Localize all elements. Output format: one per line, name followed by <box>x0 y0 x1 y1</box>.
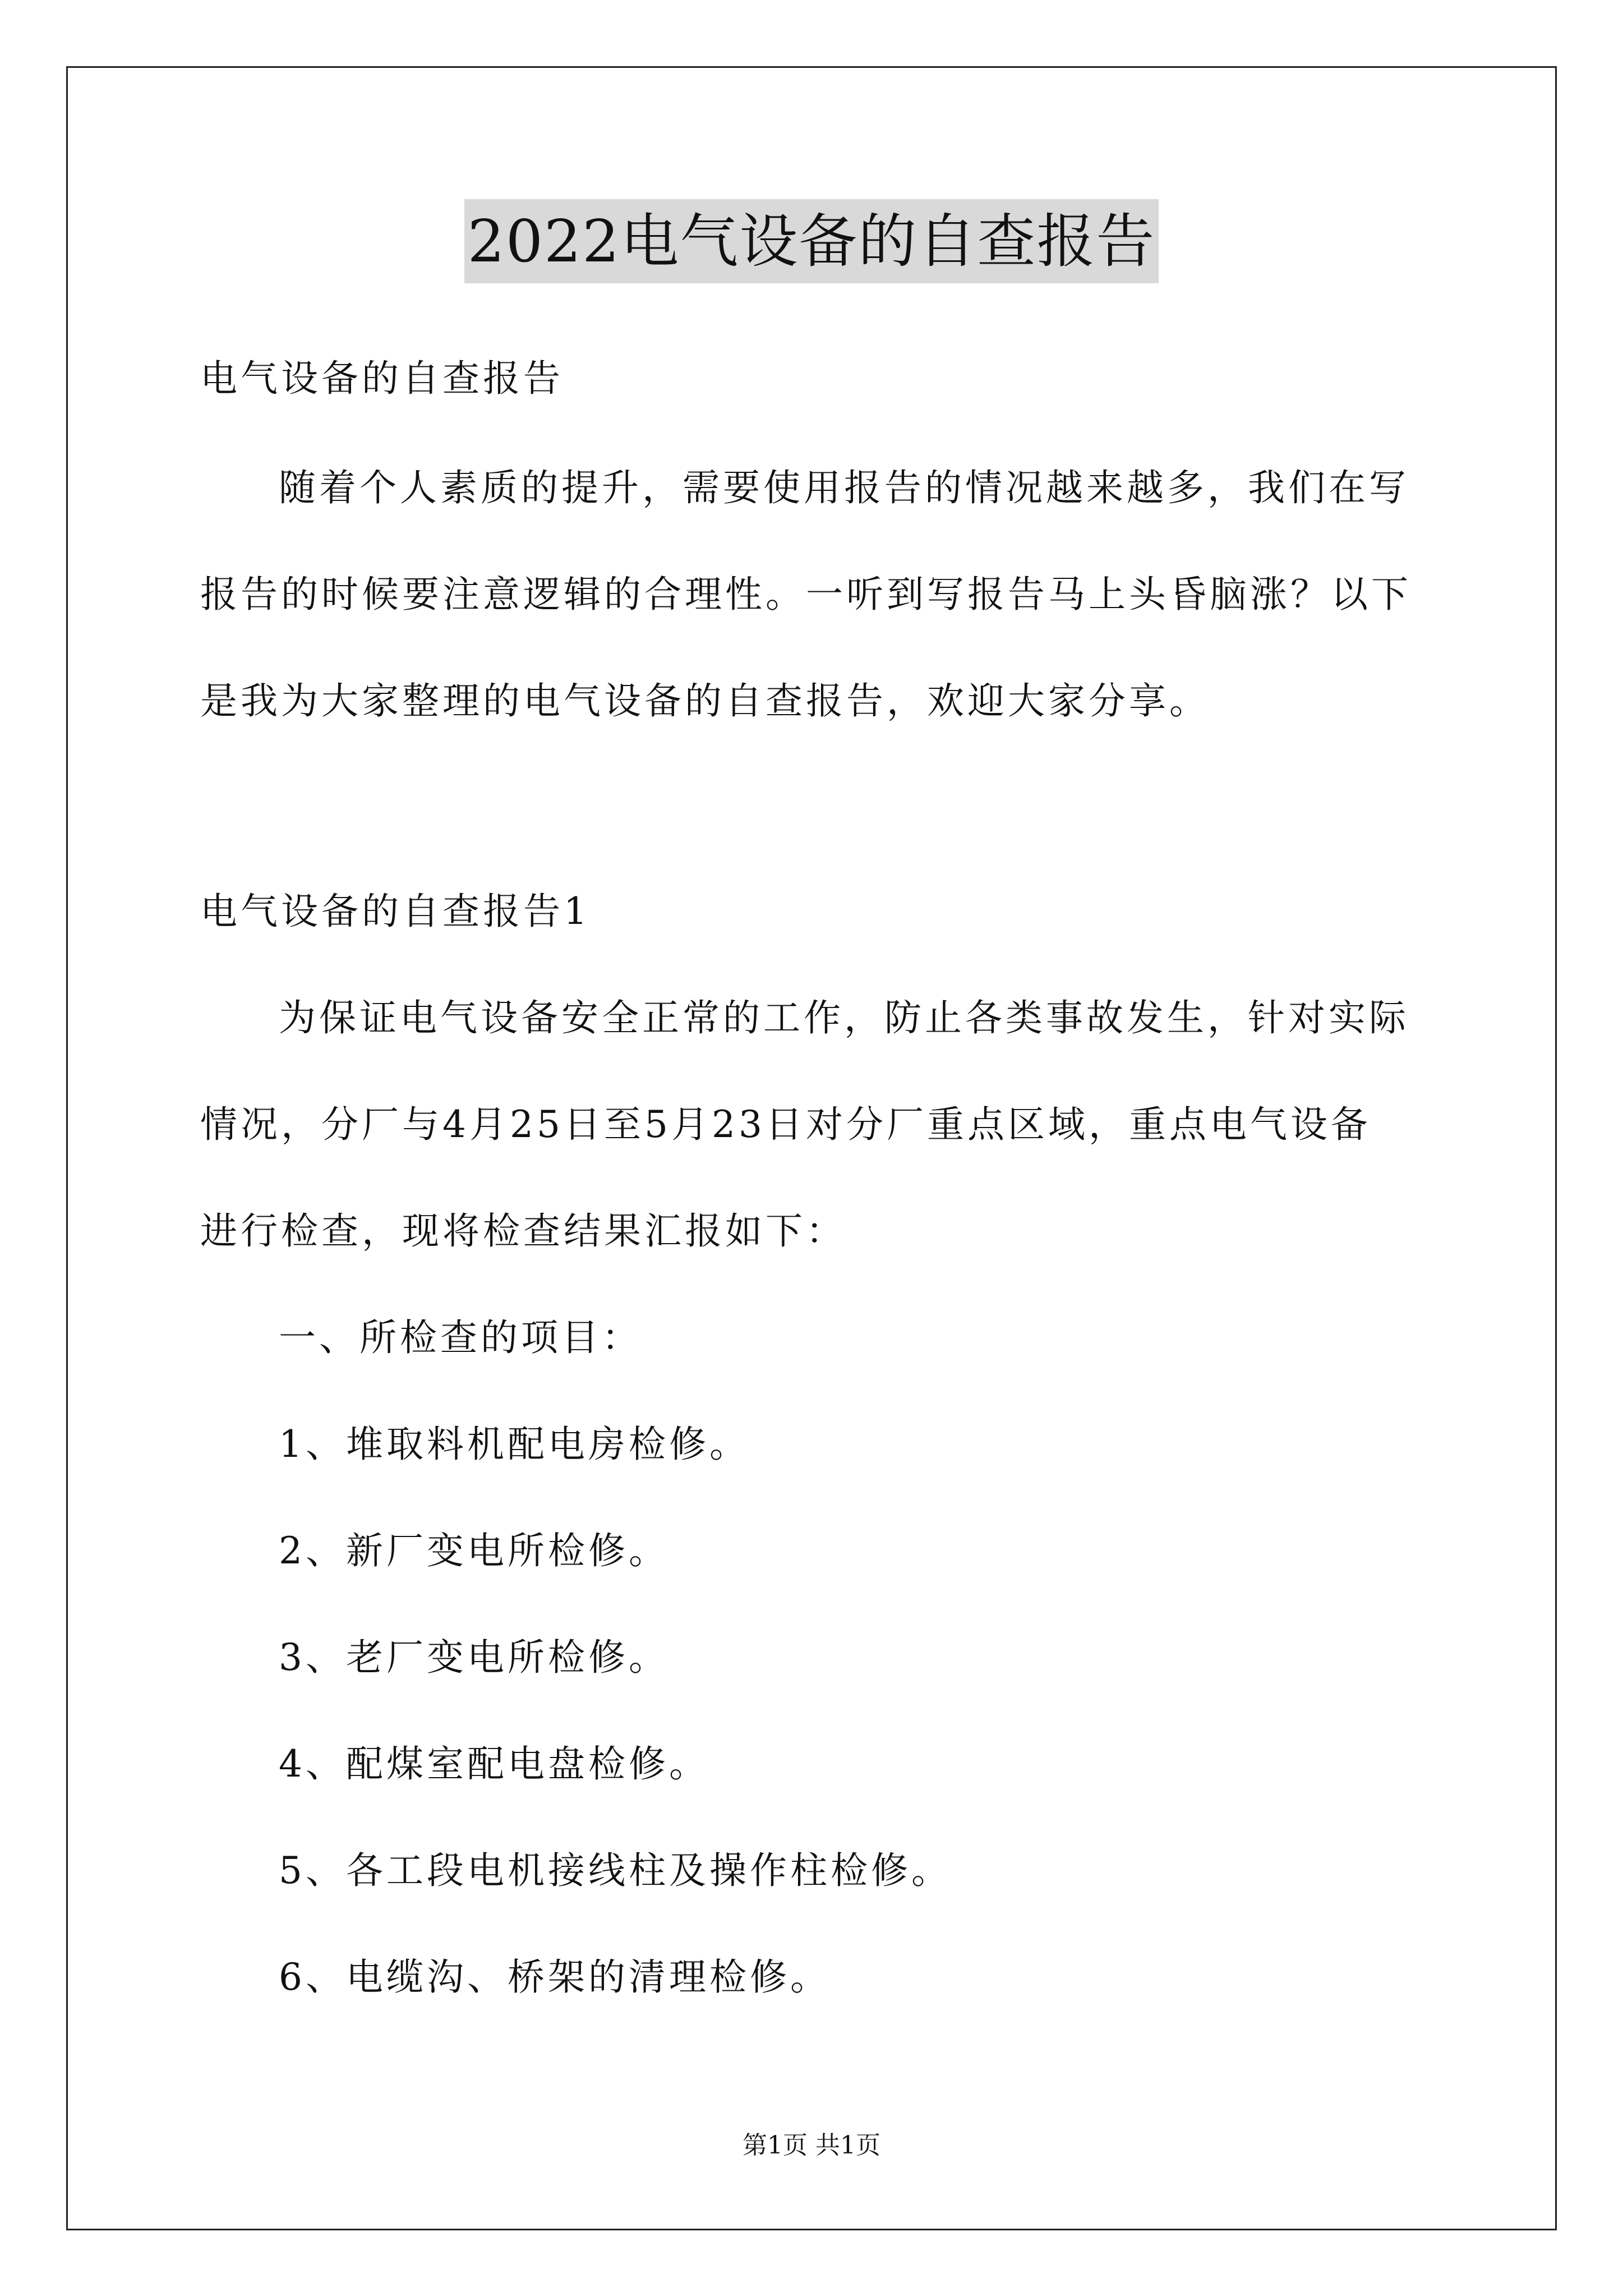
intro-line-2: 报告的时候要注意逻辑的合理性。一听到写报告马上头昏脑涨？以下 <box>200 573 1412 616</box>
body-line-1: 为保证电气设备安全正常的工作，防止各类事故发生，针对实际 <box>279 996 1409 1039</box>
body-line-3: 进行检查，现将检查结果汇报如下： <box>200 1209 846 1253</box>
list-item-2: 2、新厂变电所检修。 <box>279 1529 669 1572</box>
intro-line-3: 是我为大家整理的电气设备的自查报告，欢迎大家分享。 <box>200 679 1210 723</box>
section-heading: 电气设备的自查报告1 <box>200 890 591 933</box>
list-item-3: 3、老厂变电所检修。 <box>279 1636 669 1679</box>
page-footer: 第1页 共1页 <box>743 2131 880 2160</box>
list-item-1: 1、堆取料机配电房检修。 <box>279 1423 750 1466</box>
intro-line-1: 随着个人素质的提升，需要使用报告的情况越来越多，我们在写 <box>279 466 1409 509</box>
subtitle-line: 电气设备的自查报告 <box>200 357 564 400</box>
list-heading: 一、所检查的项目： <box>279 1316 642 1359</box>
body-line-2: 情况，分厂与4月25日至5月23日对分厂重点区域，重点电气设备 <box>200 1103 1371 1146</box>
document-title: 2022电气设备的自查报告 <box>464 199 1159 283</box>
title-container <box>0 199 1623 283</box>
list-item-4: 4、配煤室配电盘检修。 <box>279 1742 709 1786</box>
list-item-6: 6、电缆沟、桥架的清理检修。 <box>279 1955 831 1999</box>
list-item-5: 5、各工段电机接线柱及操作柱检修。 <box>279 1849 952 1892</box>
